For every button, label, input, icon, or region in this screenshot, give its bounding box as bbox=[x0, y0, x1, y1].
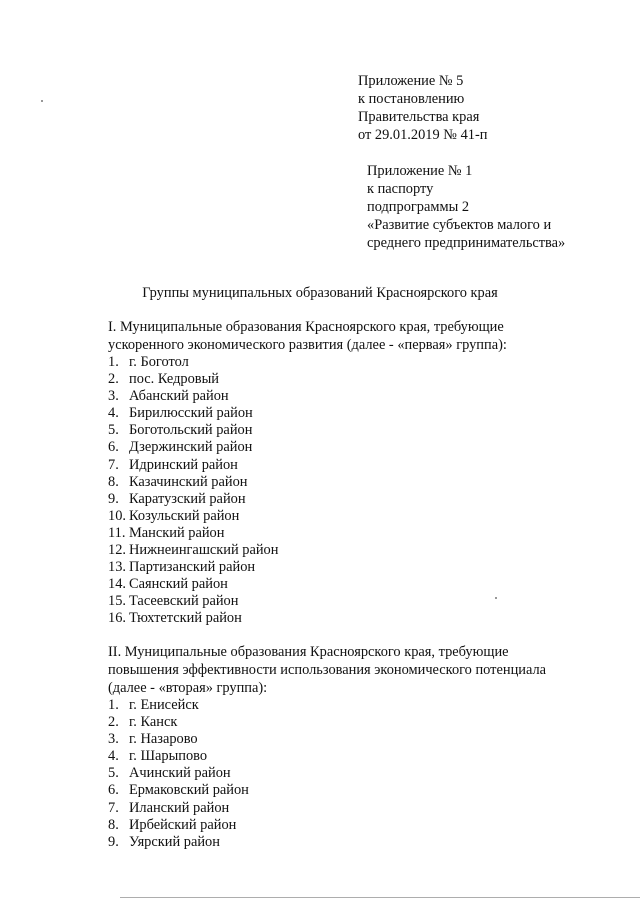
list-item bbox=[108, 782, 546, 799]
item-text: Абанский район bbox=[129, 388, 229, 405]
item-text: Ирбейский район bbox=[129, 816, 237, 833]
item-number: 10. bbox=[108, 507, 126, 524]
list-item bbox=[108, 422, 507, 439]
appendix-sub-line: «Развитие субъектов малого и bbox=[367, 217, 552, 233]
item-number: 3. bbox=[108, 388, 119, 405]
item-number: 1. bbox=[108, 697, 119, 713]
section-heading: ускоренного экономического развития (далее - «первая» группа): bbox=[108, 337, 507, 353]
item-text: г. Канск bbox=[129, 714, 178, 731]
appendix-sub-line: подпрограммы 2 bbox=[367, 199, 470, 215]
list-item bbox=[108, 474, 507, 491]
item-number: 6. bbox=[108, 439, 119, 456]
item-number: 13. bbox=[108, 559, 126, 576]
item-number: 9. bbox=[108, 833, 119, 850]
item-text: Казачинский район bbox=[129, 473, 248, 490]
appendix-main-line: к постановлению bbox=[358, 91, 465, 107]
item-number: 7. bbox=[108, 456, 119, 473]
item-number: 14. bbox=[108, 576, 126, 593]
document-title: Группы муниципальных образований Красноярского края bbox=[142, 285, 498, 301]
item-text: г. Шарыпово bbox=[129, 748, 208, 765]
item-text: Тасеевский район bbox=[129, 593, 239, 610]
item-text: Манский район bbox=[129, 524, 225, 541]
item-number: 6. bbox=[108, 782, 119, 799]
item-number: 16. bbox=[108, 610, 126, 627]
item-number: 1. bbox=[108, 354, 119, 370]
item-text: г. Боготол bbox=[129, 354, 189, 370]
item-text: Боготольский район bbox=[129, 422, 253, 439]
list-item bbox=[108, 834, 546, 851]
list-item bbox=[108, 817, 546, 834]
item-number: 15. bbox=[108, 593, 126, 610]
item-number: 11. bbox=[108, 524, 126, 541]
appendix-sub-line: среднего предпринимательства» bbox=[367, 235, 566, 251]
item-text: Уярский район bbox=[129, 833, 220, 850]
list-item bbox=[108, 354, 507, 371]
list-item bbox=[108, 388, 507, 405]
item-number: 4. bbox=[108, 405, 119, 422]
item-text: Козульский район bbox=[129, 507, 240, 524]
section-second-group bbox=[108, 643, 546, 851]
item-text: Иланский район bbox=[129, 799, 230, 816]
list-item bbox=[108, 748, 546, 765]
appendix-main-line: Приложение № 5 bbox=[358, 73, 464, 89]
list-item bbox=[108, 508, 507, 525]
item-number: 8. bbox=[108, 473, 119, 490]
list-item bbox=[108, 439, 507, 456]
section-first-group bbox=[108, 318, 507, 628]
list-item bbox=[108, 525, 507, 542]
appendix-main-line: от 29.01.2019 № 41-п bbox=[358, 127, 488, 143]
list-item bbox=[108, 371, 507, 388]
section-heading: I. Муниципальные образования Красноярского края, требующие bbox=[108, 319, 504, 335]
list-item bbox=[108, 405, 507, 422]
item-number: 9. bbox=[108, 490, 119, 507]
item-number: 7. bbox=[108, 799, 119, 816]
item-number: 8. bbox=[108, 816, 119, 833]
item-number: 2. bbox=[108, 371, 119, 388]
scan-speck bbox=[41, 100, 43, 102]
scan-speck bbox=[495, 597, 497, 599]
list-item bbox=[108, 697, 546, 714]
item-text: пос. Кедровый bbox=[129, 371, 219, 388]
item-number: 5. bbox=[108, 765, 119, 782]
item-text: Ачинский район bbox=[129, 765, 231, 782]
item-text: Каратузский район bbox=[129, 490, 246, 507]
appendix-main-line: Правительства края bbox=[358, 109, 480, 125]
list-item bbox=[108, 765, 546, 782]
municipality-list bbox=[108, 354, 507, 628]
section-heading: (далее - «вторая» группа): bbox=[108, 680, 268, 696]
section-heading: II. Муниципальные образования Красноярского края, требующие bbox=[108, 644, 509, 660]
list-item bbox=[108, 559, 507, 576]
municipality-list bbox=[108, 697, 546, 851]
section-heading: повышения эффективности использования экономического потенциала bbox=[108, 662, 547, 678]
list-item bbox=[108, 593, 507, 610]
list-item bbox=[108, 491, 507, 508]
list-item bbox=[108, 576, 507, 593]
item-number: 3. bbox=[108, 731, 119, 748]
appendix-main-block bbox=[358, 72, 487, 144]
item-number: 5. bbox=[108, 422, 119, 439]
item-number: 2. bbox=[108, 714, 119, 731]
item-text: Дзержинский район bbox=[129, 439, 253, 456]
list-item bbox=[108, 714, 546, 731]
list-item bbox=[108, 542, 507, 559]
list-item bbox=[108, 731, 546, 748]
scan-edge-line bbox=[120, 897, 640, 898]
item-number: 4. bbox=[108, 748, 119, 765]
appendix-sub-line: к паспорту bbox=[367, 181, 434, 197]
item-text: Идринский район bbox=[129, 456, 238, 473]
item-text: Партизанский район bbox=[129, 559, 256, 576]
item-text: Ермаковский район bbox=[129, 782, 249, 799]
item-text: Бирилюсский район bbox=[129, 405, 253, 422]
item-text: г. Назарово bbox=[129, 731, 198, 748]
item-text: Саянский район bbox=[129, 576, 228, 593]
appendix-sub-line: Приложение № 1 bbox=[367, 163, 473, 179]
item-text: г. Енисейск bbox=[129, 697, 199, 713]
list-item bbox=[108, 457, 507, 474]
list-item bbox=[108, 800, 546, 817]
list-item bbox=[108, 610, 507, 627]
item-number: 12. bbox=[108, 542, 126, 559]
item-text: Нижнеингашский район bbox=[129, 542, 279, 559]
item-text: Тюхтетский район bbox=[129, 610, 242, 627]
appendix-sub-block bbox=[367, 162, 565, 252]
